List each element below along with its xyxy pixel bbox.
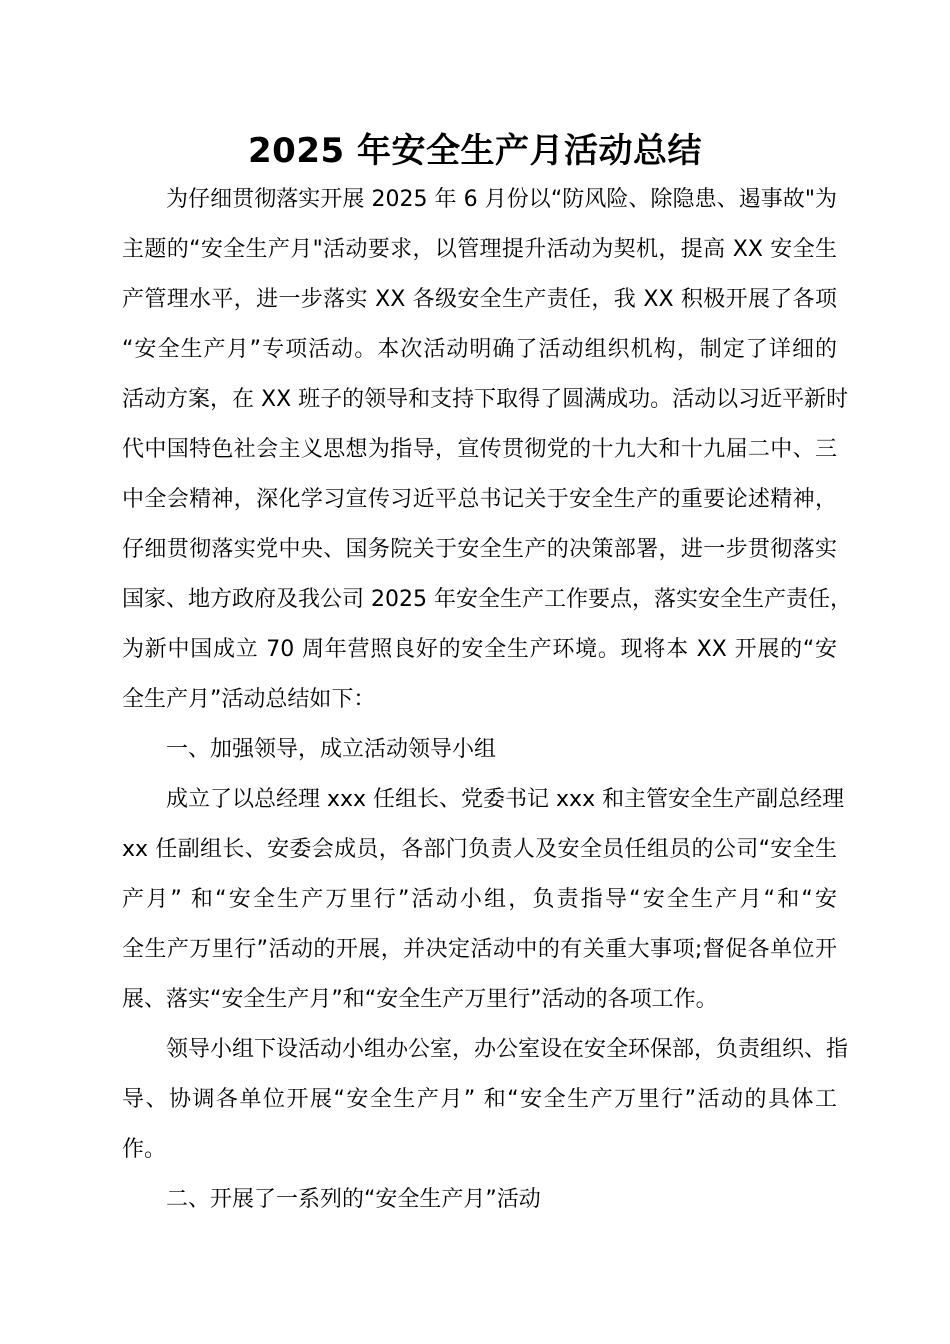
paragraph-line: 全生产万里行”活动的开展，并决定活动中的有关重大事项;督促各单位开 [122, 937, 837, 962]
paragraph-line: 为仔细贯彻落实开展 2025 年 6 月份以“防风险、除隐患、遏事故"为 [166, 187, 837, 212]
paragraph-line: 为新中国成立 70 周年营照良好的安全生产环境。现将本 XX 开展的“安 [122, 637, 837, 662]
paragraph-line: 代中国特色社会主义思想为指导，宣传贯彻党的十九大和十九届二中、三 [122, 437, 837, 462]
paragraph-line: 产月” 和“安全生产万里行”活动小组，负责指导“安全生产月“和“安 [122, 887, 837, 912]
section-heading: 一、加强领导，成立活动领导小组 [166, 737, 497, 762]
paragraph-line: 活动方案，在 XX 班子的领导和支持下取得了圆满成功。活动以习近平新时 [122, 387, 849, 412]
paragraph-line: 作。 [122, 1137, 167, 1162]
paragraph-line: 全生产月”活动总结如下： [122, 687, 376, 712]
paragraph-line: 仔细贯彻落实党中央、国务院关于安全生产的决策部署，进一步贯彻落实 [122, 537, 837, 562]
paragraph-line: 导、协调各单位开展“安全生产月” 和“安全生产万里行”活动的具体工 [122, 1087, 837, 1112]
paragraph-line: 产管理水平，进一步落实 XX 各级安全生产责任，我 XX 积极开展了各项 [122, 287, 837, 312]
paragraph-line: 展、落实“安全生产月”和“安全生产万里行”活动的各项工作。 [122, 987, 718, 1012]
paragraph-line: 成立了以总经理 xxx 任组长、党委书记 xxx 和主管安全生产副总经理 [166, 787, 845, 812]
paragraph-line: 领导小组下设活动小组办公室，办公室设在安全环保部，负责组织、指 [166, 1037, 849, 1062]
section-heading: 二、开展了一系列的“安全生产月”活动 [166, 1187, 541, 1212]
paragraph-line: “安全生产月”专项活动。本次活动明确了活动组织机构，制定了详细的 [122, 337, 837, 362]
paragraph-line: 中全会精神，深化学习宣传习近平总书记关于安全生产的重要论述精神， [122, 487, 837, 512]
paragraph-line: 主题的“安全生产月"活动要求，以管理提升活动为契机，提高 XX 安全生 [122, 237, 837, 262]
document-title: 2025 年安全生产月活动总结 [248, 131, 702, 171]
paragraph-line: 国家、地方政府及我公司 2025 年安全生产工作要点，落实安全生产责任， [122, 587, 852, 612]
paragraph-line: xx 任副组长、安委会成员，各部门负责人及安全员任组员的公司“安全生 [122, 837, 837, 862]
